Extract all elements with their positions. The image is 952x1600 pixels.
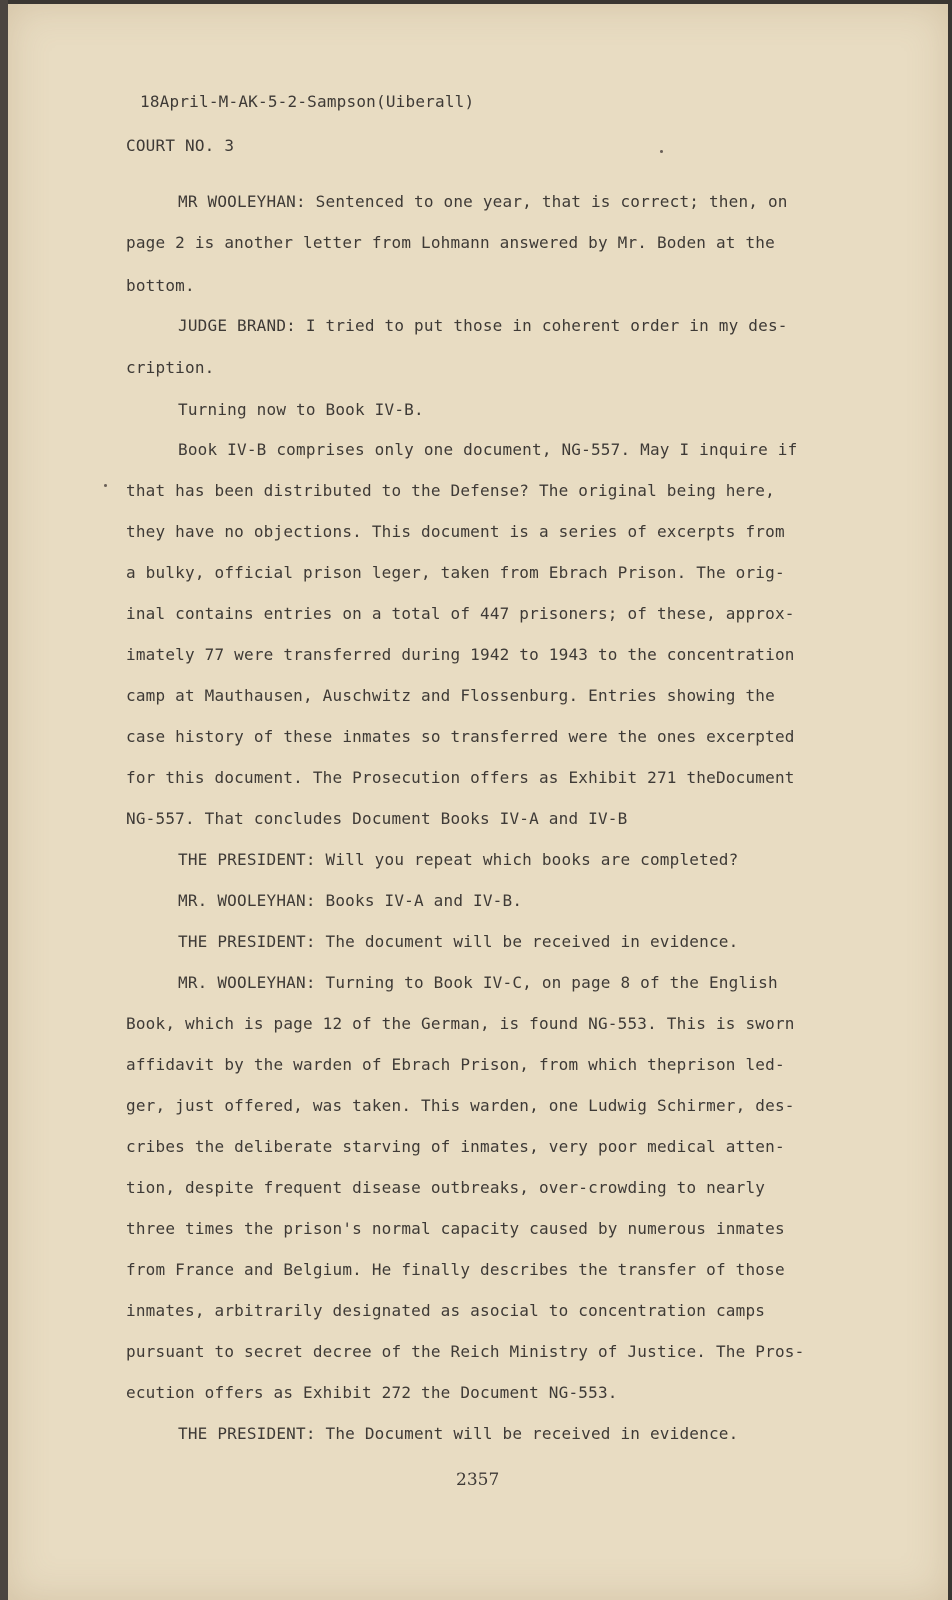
transcript-line: camp at Mauthausen, Auschwitz and Flossenburg. Entries showing the xyxy=(126,686,775,705)
transcript-line: cribes the deliberate starving of inmates, very poor medical atten- xyxy=(126,1137,785,1156)
transcript-line: from France and Belgium. He finally describes the transfer of those xyxy=(126,1260,785,1279)
transcript-line: JUDGE BRAND: I tried to put those in coherent order in my des- xyxy=(178,316,788,335)
transcript-line: THE PRESIDENT: The document will be received in evidence. xyxy=(178,932,739,951)
transcript-line: affidavit by the warden of Ebrach Prison, from which theprison led- xyxy=(126,1055,785,1074)
court-number: COURT NO. 3 xyxy=(126,136,235,155)
transcript-line: Turning now to Book IV-B. xyxy=(178,400,424,419)
transcript-line: page 2 is another letter from Lohmann answered by Mr. Boden at the xyxy=(126,233,775,252)
document-page xyxy=(8,4,948,1600)
transcript-line: Book IV-B comprises only one document, NG-557. May I inquire if xyxy=(178,440,798,459)
transcript-line: NG-557. That concludes Document Books IV-A and IV-B xyxy=(126,809,628,828)
transcript-line: ecution offers as Exhibit 272 the Document NG-553. xyxy=(126,1383,618,1402)
transcript-line: inmates, arbitrarily designated as asocial to concentration camps xyxy=(126,1301,766,1320)
transcript-line: inal contains entries on a total of 447 prisoners; of these, approx- xyxy=(126,604,795,623)
transcript-line: a bulky, official prison leger, taken from Ebrach Prison. The orig- xyxy=(126,563,785,582)
transcript-line: bottom. xyxy=(126,276,195,295)
transcript-line: THE PRESIDENT: Will you repeat which books are completed? xyxy=(178,850,739,869)
document-reference: 18April-M-AK-5-2-Sampson(Uiberall) xyxy=(140,92,475,111)
scan-speck xyxy=(660,150,663,153)
transcript-line: THE PRESIDENT: The Document will be received in evidence. xyxy=(178,1424,739,1443)
transcript-line: for this document. The Prosecution offers as Exhibit 271 theDocument xyxy=(126,768,795,787)
transcript-line: case history of these inmates so transferred were the ones excerpted xyxy=(126,727,795,746)
transcript-line: ger, just offered, was taken. This warden, one Ludwig Schirmer, des- xyxy=(126,1096,795,1115)
transcript-line: imately 77 were transferred during 1942 to 1943 to the concentration xyxy=(126,645,795,664)
transcript-line: MR. WOOLEYHAN: Turning to Book IV-C, on page 8 of the English xyxy=(178,973,778,992)
transcript-line: that has been distributed to the Defense? The original being here, xyxy=(126,481,775,500)
transcript-line: pursuant to secret decree of the Reich Ministry of Justice. The Pros- xyxy=(126,1342,805,1361)
transcript-line: cription. xyxy=(126,358,215,377)
scan-speck xyxy=(104,484,107,487)
scan-left-edge xyxy=(0,0,8,1600)
transcript-line: Book, which is page 12 of the German, is found NG-553. This is sworn xyxy=(126,1014,795,1033)
page-number: 2357 xyxy=(456,1470,500,1490)
transcript-line: tion, despite frequent disease outbreaks, over-crowding to nearly xyxy=(126,1178,766,1197)
transcript-line: MR WOOLEYHAN: Sentenced to one year, that is correct; then, on xyxy=(178,192,788,211)
transcript-line: MR. WOOLEYHAN: Books IV-A and IV-B. xyxy=(178,891,523,910)
transcript-line: they have no objections. This document is a series of excerpts from xyxy=(126,522,785,541)
transcript-line: three times the prison's normal capacity caused by numerous inmates xyxy=(126,1219,785,1238)
